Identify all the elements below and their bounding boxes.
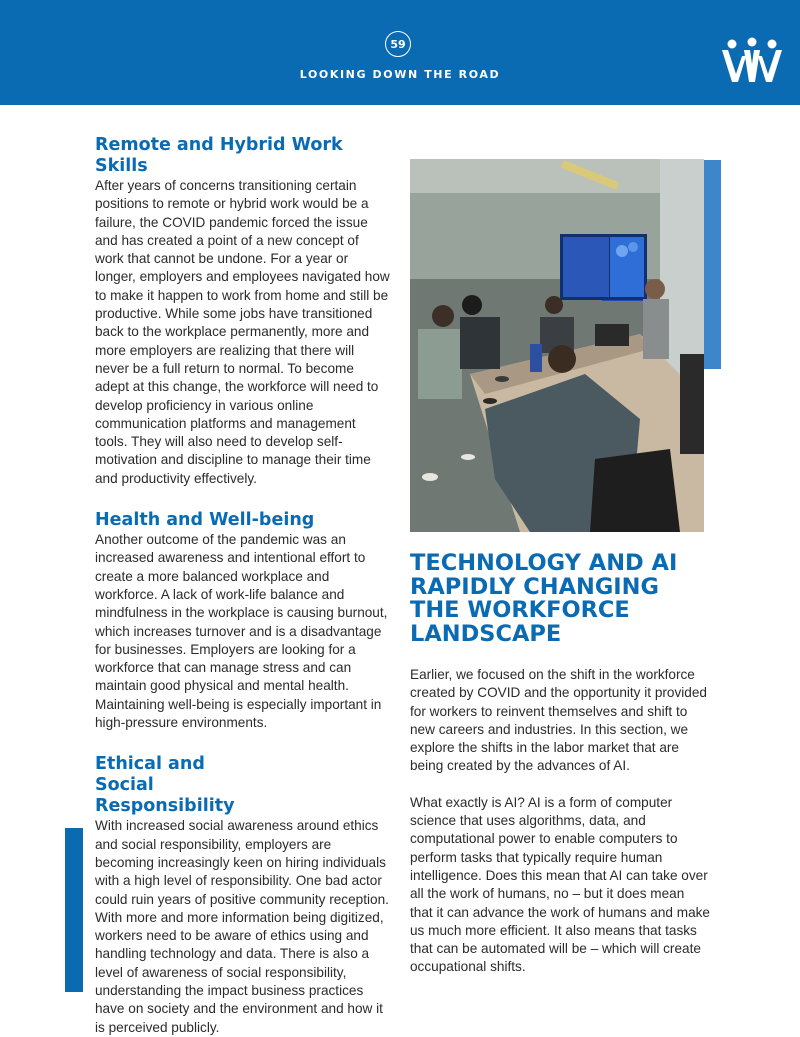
meeting-room-photo xyxy=(410,159,704,532)
body-paragraph: What exactly is AI? AI is a form of computer science that uses algorithms, data, and computational power to enable computers to perform tasks that typically require human intelligence. Does this mean that AI can take over all the work of humans, no – but it does mean that it can advance the work of humans and make us much more efficient. It also means that tasks that can be automated will be – which will create occupational shifts. xyxy=(410,794,710,975)
section-ethical-social xyxy=(95,754,391,1037)
section-heading: Health and Well-being xyxy=(95,510,315,531)
page-number: 59 xyxy=(385,31,411,57)
section-remote-hybrid xyxy=(95,135,391,488)
paragraph-spacer xyxy=(410,776,710,794)
body-paragraph: Earlier, we focused on the shift in the workforce created by COVID and the opportunity it provided for workers to reinvent themselves and shift to new careers and industries. In this section, we explore the shifts in the labor market that are being created by the advances of AI. xyxy=(410,667,707,774)
section-health-wellbeing xyxy=(95,510,391,732)
left-column xyxy=(95,134,391,1037)
header-band xyxy=(0,0,800,105)
right-column xyxy=(410,552,710,977)
figures-logo-icon xyxy=(718,36,786,88)
section-body: With increased social awareness around ethics and social responsibility, employers are becoming increasingly keen on hiring individuals with a high level of responsibility. One bad actor could ruin years of positive community reception. With more and more information being digitized, workers need to be aware of ethics using and handling technology and data. There is also a level of awareness of social responsibility, understanding the impact business practices have on society and the environment and how it is perceived publicly. xyxy=(95,818,389,1035)
section-body: After years of concerns transitioning certain positions to remote or hybrid work would be a failure, the COVID pandemic forced the issue and has created a point of a new concept of work that cannot be undone. For a year or longer, employers and employees navigated how to make it happen to work from home and still be productive. While some jobs have transitioned back to the workplace permanently, more and more employers are realizing that there will never be a full return to normal. To become adept at this change, the workforce will need to develop proficiency in various online communication platforms and management tools. They will also need to develop self-motivation and discipline to manage their time and productivity effectively. xyxy=(95,178,390,486)
section-heading: Remote and Hybrid Work Skills xyxy=(95,135,343,176)
left-accent-bar xyxy=(65,828,83,992)
feature-heading: TECHNOLOGY AND AI RAPIDLY CHANGING THE WORKFORCE LANDSCAPE xyxy=(410,550,678,647)
meeting-room-illustration xyxy=(410,159,704,532)
section-heading: Ethical and Social Responsibility xyxy=(95,754,235,817)
photo-accent-bar xyxy=(704,160,721,369)
section-body: Another outcome of the pandemic was an increased awareness and intentional effort to create a more balanced workplace and workforce. A lack of work-life balance and mindfulness in the workplace is causing burnout, which increases turnover and is a disadvantage for businesses. Employers are looking for a workforce that can manage stress and can maintain good physical and mental health. Maintaining well-being is especially important in high-pressure environments. xyxy=(95,532,388,731)
running-title: LOOKING DOWN THE ROAD xyxy=(299,68,501,81)
